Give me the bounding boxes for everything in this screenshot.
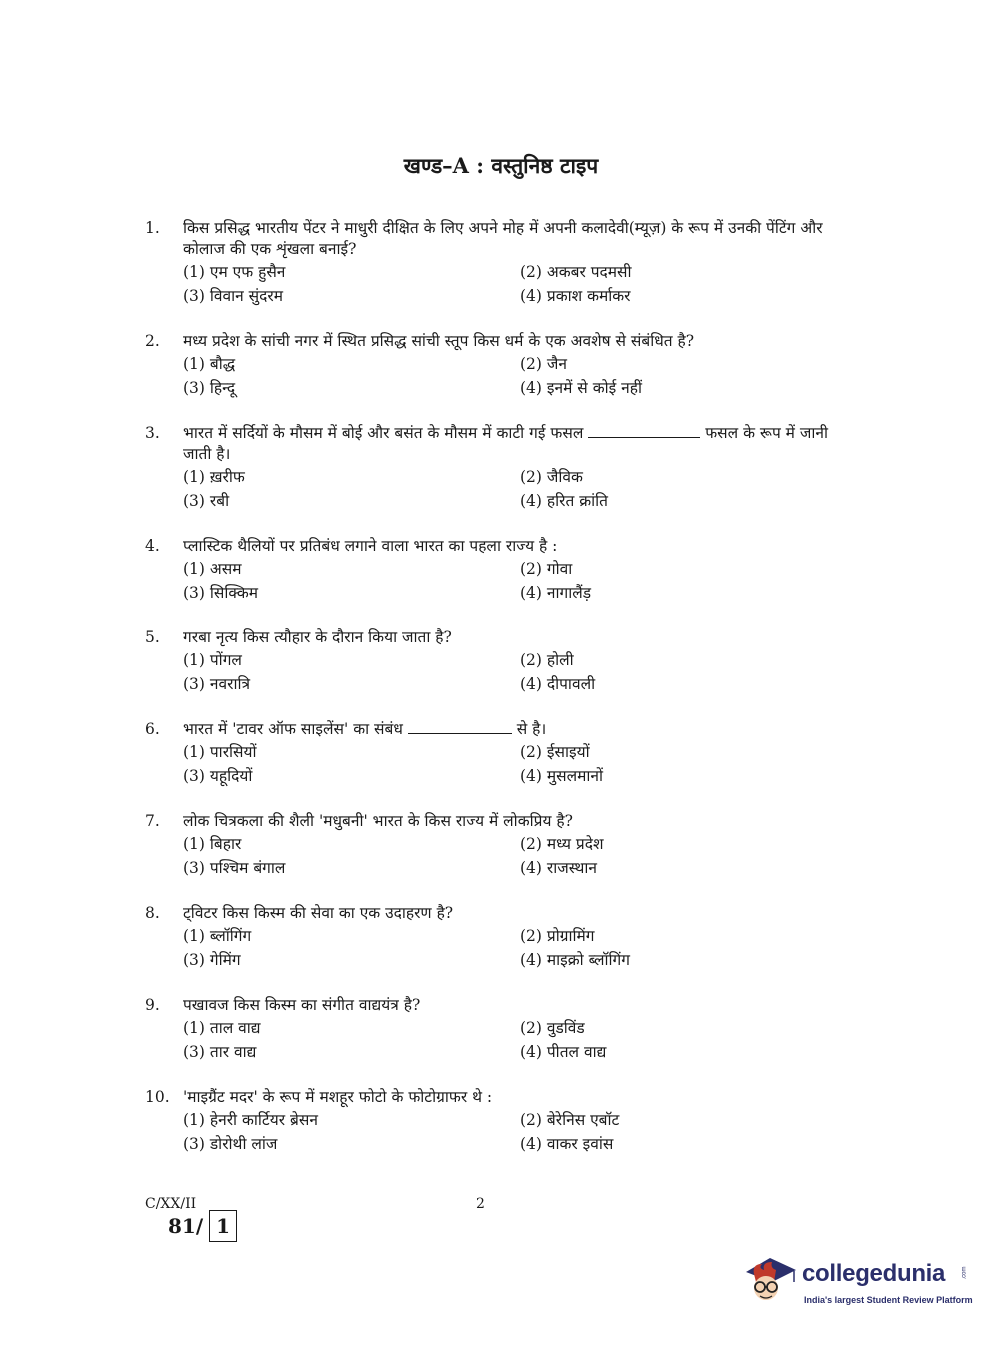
option-3: (3) हिन्दू <box>183 378 236 397</box>
option-4: (4) इनमें से कोई नहीं <box>520 378 643 397</box>
logo-name: collegedunia <box>802 1260 946 1287</box>
question-number: 10. <box>145 1088 170 1106</box>
option-4: (4) प्रकाश कर्माकर <box>520 286 631 305</box>
question-number: 2. <box>145 332 160 350</box>
option-4: (4) राजस्थान <box>520 858 597 877</box>
option-4: (4) दीपावली <box>520 674 596 693</box>
paper-number-text: 81/ <box>168 1214 204 1238</box>
question-text: प्लास्टिक थैलियों पर प्रतिबंध लगाने वाला भारत का पहला राज्य है : <box>183 537 558 555</box>
paper-number <box>168 1210 237 1242</box>
logo-tagline: India's largest Student Review Platform <box>804 1295 973 1305</box>
collegedunia-logo <box>740 1250 972 1314</box>
page-number: 2 <box>476 1196 485 1212</box>
option-2: (2) मध्य प्रदेश <box>520 835 604 853</box>
option-2: (2) जैविक <box>520 468 583 486</box>
question-text <box>183 719 860 740</box>
option-4: (4) माइक्रो ब्लॉगिंग <box>520 950 630 969</box>
option-4: (4) नागालैंड़ <box>520 583 592 602</box>
option-1: (1) ताल वाद्य <box>183 1019 261 1037</box>
question-text-before: भारत में 'टावर ऑफ साइलेंस' का संबंध <box>183 720 403 738</box>
option-2: (2) गोवा <box>520 560 573 578</box>
option-2: (2) होली <box>520 651 574 669</box>
option-2: (2) जैन <box>520 355 567 373</box>
option-3: (3) विवान सुंदरम <box>183 286 283 305</box>
answer-blank <box>408 719 512 734</box>
option-2: (2) प्रोग्रामिंग <box>520 927 595 945</box>
answer-blank <box>588 423 700 438</box>
question-number: 8. <box>145 904 160 922</box>
option-2: (2) वुडविंड <box>520 1019 585 1037</box>
option-3: (3) पश्चिम बंगाल <box>183 858 286 877</box>
option-2: (2) ईसाइयों <box>520 743 590 761</box>
option-1: (1) बौद्ध <box>183 355 236 373</box>
option-2: (2) बेरेनिस एबॉट <box>520 1111 620 1129</box>
question-text <box>183 423 860 465</box>
option-1: (1) असम <box>183 560 242 578</box>
question-number: 3. <box>145 424 160 442</box>
question-text-before: भारत में सर्दियों के मौसम में बोई और बसंत के मौसम में काटी गई फसल <box>183 424 584 442</box>
set-number-box: 1 <box>209 1210 237 1242</box>
option-4: (4) मुसलमानों <box>520 766 604 785</box>
question-number: 5. <box>145 628 160 646</box>
question-9 <box>145 995 860 1064</box>
option-3: (3) गेमिंग <box>183 950 241 969</box>
question-text: 'माइग्रैंट मदर' के रूप में मशहूर फोटो के फोटोग्राफर थे : <box>183 1088 493 1106</box>
question-number: 4. <box>145 537 160 555</box>
option-4: (4) पीतल वाद्य <box>520 1042 607 1061</box>
question-3 <box>145 423 860 513</box>
option-1: (1) एम एफ हुसैन <box>183 263 286 281</box>
logo-com: .com <box>961 1266 968 1280</box>
option-1: (1) बिहार <box>183 835 242 853</box>
question-number: 9. <box>145 996 160 1014</box>
option-1: (1) पारसियों <box>183 743 257 761</box>
question-text: गरबा नृत्य किस त्यौहार के दौरान किया जाता है? <box>183 628 452 646</box>
question-5 <box>145 627 860 696</box>
option-3: (3) यहूदियों <box>183 766 253 785</box>
mascot-icon <box>740 1250 800 1314</box>
option-1: (1) हेनरी कार्टियर ब्रेसन <box>183 1111 318 1129</box>
option-1: (1) पोंगल <box>183 651 242 669</box>
option-1: (1) ख़रीफ <box>183 468 245 486</box>
option-2: (2) अकबर पदमसी <box>520 263 632 281</box>
question-text-after: से है। <box>516 720 547 738</box>
option-3: (3) रबी <box>183 491 230 510</box>
question-text: मध्य प्रदेश के सांची नगर में स्थित प्रसिद्ध सांची स्तूप किस धर्म के एक अवशेष से संबंधित है? <box>183 332 695 350</box>
option-3: (3) तार वाद्य <box>183 1042 257 1061</box>
question-2 <box>145 331 860 400</box>
question-4 <box>145 536 860 605</box>
option-1: (1) ब्लॉगिंग <box>183 927 252 945</box>
question-number: 1. <box>145 219 160 237</box>
question-8 <box>145 903 860 972</box>
option-3: (3) डोरोथी लांज <box>183 1134 278 1153</box>
question-1 <box>145 218 860 308</box>
paper-code: C/XX/II <box>145 1196 197 1212</box>
option-3: (3) सिक्किम <box>183 583 259 602</box>
question-text-after: फसल के रूप में जानी जाती है। <box>183 424 829 463</box>
option-4: (4) वाकर इवांस <box>520 1134 614 1153</box>
question-text: लोक चित्रकला की शैली 'मधुबनी' भारत के किस राज्य में लोकप्रिय है? <box>183 812 573 830</box>
question-7 <box>145 811 860 880</box>
question-text: किस प्रसिद्ध भारतीय पेंटर ने माधुरी दीक्षित के लिए अपने मोह में अपनी कलादेवी(म्यूज़) के रूप में उनकी पेंटिंग और कोलाज की एक शृंखला बनाई? <box>183 219 823 258</box>
section-title: खण्ड–A : वस्तुनिष्ठ टाइप <box>403 153 599 178</box>
question-number: 7. <box>145 812 160 830</box>
question-number: 6. <box>145 720 160 738</box>
option-3: (3) नवरात्रि <box>183 674 251 693</box>
option-4: (4) हरित क्रांति <box>520 491 608 510</box>
question-text: ट्विटर किस किस्म की सेवा का एक उदाहरण है? <box>183 904 454 922</box>
question-10 <box>145 1087 860 1156</box>
question-text: पखावज किस किस्म का संगीत वाद्ययंत्र है? <box>183 996 421 1014</box>
question-6 <box>145 719 860 788</box>
